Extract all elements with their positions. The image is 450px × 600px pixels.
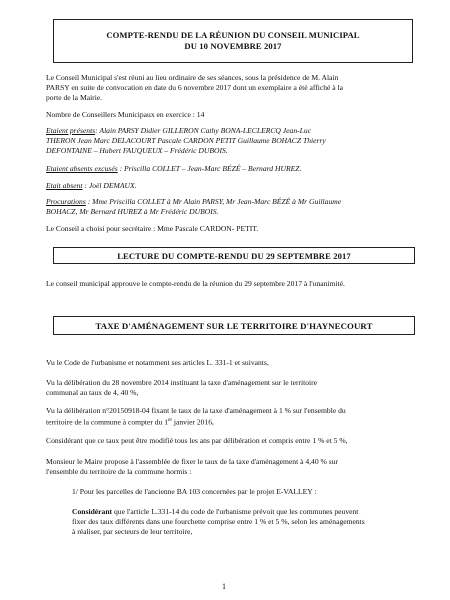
absent-text: : Joël DEMAUX. (82, 181, 137, 190)
section2-p3-line-2-a: territoire de la commune à compter du 1 (46, 417, 169, 427)
section2-p3-line-1: Vu la délibération n°20150918-04 fixant le taux de la taxe d'aménagement à 1 % sur l'ensemble du (46, 406, 346, 415)
absent (46, 181, 136, 191)
section2-heading: TAXE D'AMÉNAGEMENT SUR LE TERRITOIRE D'HAYNECOURT (53, 316, 415, 335)
section1-heading: LECTURE DU COMPTE-RENDU DU 29 SEPTEMBRE 2017 (53, 247, 415, 264)
secretaire: Le Conseil a choisi pour secrétaire : Mme Pascale CARDON- PETIT. (46, 224, 259, 233)
page-number: 1 (222, 582, 226, 591)
intro-line-1: Le Conseil Municipal s'est réuni au lieu ordinaire de ses séances, sous la présidence de M. Alain (46, 73, 339, 82)
procurations-label: Procurations (46, 197, 86, 206)
title-box (53, 19, 413, 63)
presents-text-1: : Alain PARSY Didier GILLERON Cathy BONA-LECLERCQ Jean-Luc (95, 126, 312, 135)
section2-p2-line-2: communal au taux de 4, 40 %, (46, 388, 139, 397)
procurations-line-1 (46, 197, 341, 207)
section2-consid-label: Considérant (72, 507, 113, 516)
section2-p3-sup: er (168, 418, 172, 423)
conseillers-count: Nombre de Conseillers Municipaux en exercice : 14 (46, 110, 205, 119)
section2-p5-line-2: l'ensemble du territoire de la commune hormis : (46, 467, 192, 476)
section2-p3-line-2-b: janvier 2016, (171, 417, 214, 427)
absents-excuses-text: : Priscilla COLLET – Jean-Marc BÉZÉ – Bernard HUREZ. (117, 164, 302, 173)
procurations-line-2: BOHACZ, Mr Bernard HUREZ à Mr Frédéric DUBOIS. (46, 207, 219, 216)
section2-consid-line-1 (72, 507, 358, 517)
presents-label: Etaient présents (46, 126, 96, 135)
intro-line-3: porte de la Mairie. (46, 93, 103, 102)
section1-text: Le conseil municipal approuve le compte-rendu de la réunion du 29 septembre 2017 à l'unanimité. (46, 279, 345, 288)
section2-p3-line-2 (46, 416, 214, 427)
presents-line-2: THERON Jean Marc DELACOURT Pascale CARDON PETIT Guillaume BOHACZ Thierry (46, 136, 326, 145)
section2-item1: 1/ Pour les parcelles de l'ancienne BA 103 concernées par le projet E-VALLEY : (72, 487, 317, 496)
title-line-2: DU 10 NOVEMBRE 2017 (184, 41, 282, 51)
absents-excuses-label: Etaient absents excusés (46, 164, 118, 173)
section2-p2-line-1: Vu la délibération du 28 novembre 2014 instituant la taxe d'aménagement sur le territoire (46, 378, 318, 387)
section2-p4: Considérant que ce taux peut être modifié tous les ans par délibération et compris entre 1 % et 5 %, (46, 436, 348, 445)
title-line-1: COMPTE-RENDU DE LA RÉUNION DU CONSEIL MUNICIPAL (106, 30, 360, 40)
procurations-text-1: : Mme Priscilla COLLET à Mr Alain PARSY, Mr Jean-Marc BÉZÉ à Mr Guillaume (85, 197, 342, 206)
section2-consid-text-1: que l'article L.331-14 du code de l'urbanisme prévoit que les communes peuvent (112, 507, 359, 516)
section2-p1: Vu le Code de l'urbanisme et notamment ses articles L. 331-1 et suivants, (46, 358, 269, 367)
presents-line-3: DEFONTAINE – Hubert FAUQUEUX – Frédéric DUBOIS. (46, 146, 228, 155)
section2-consid-line-3: à réaliser, par secteurs de leur territoire, (72, 527, 193, 536)
absents-excuses (46, 164, 301, 174)
absent-label: Etait absent (46, 181, 83, 190)
presents-line-1 (46, 126, 311, 136)
section2-consid-line-2: fixer des taux différents dans une fourchette comprise entre 1 % et 5 %, selon les aménagements (72, 517, 365, 526)
section2-p5-line-1: Monsieur le Maire propose à l'assemblée de fixer le taux de la taxe d'aménagement à 4,40 % sur (46, 457, 339, 466)
intro-line-2: PARSY en suite de convocation en date du 6 novembre 2017 dont un exemplaire a été affiché à la (46, 83, 344, 92)
